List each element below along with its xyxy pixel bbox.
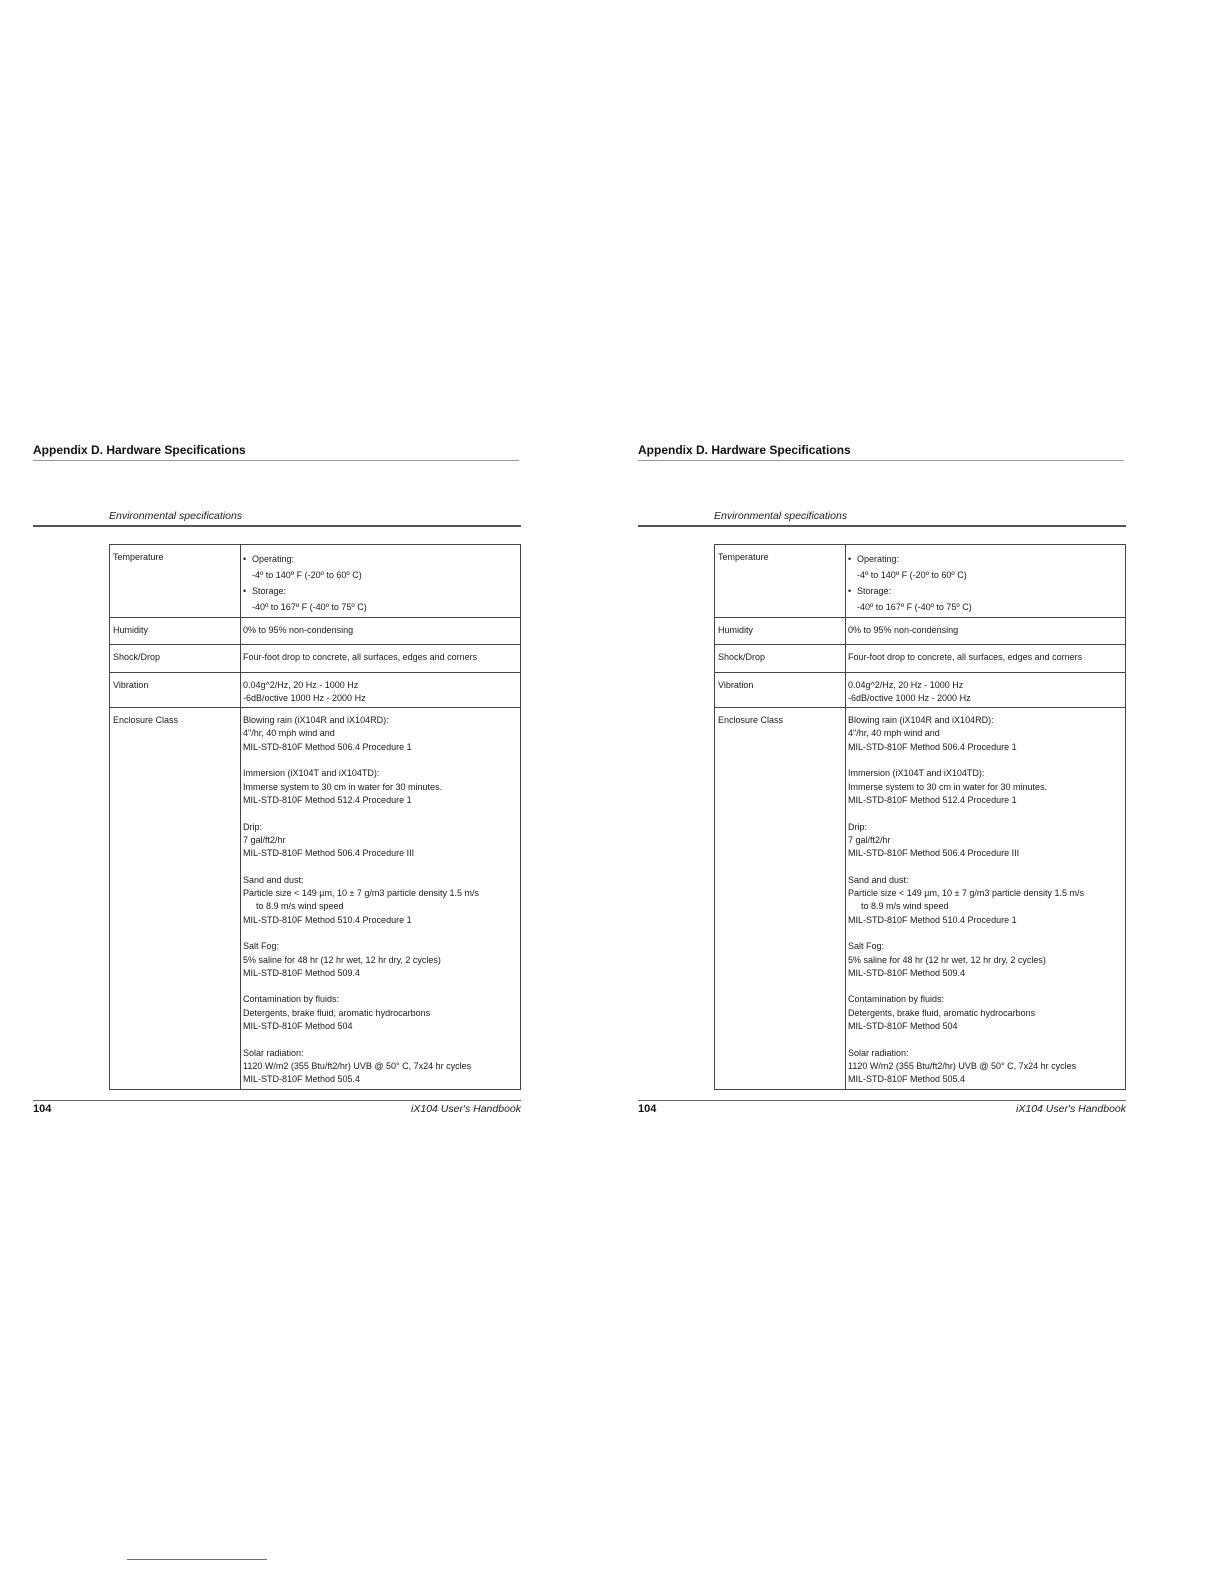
- table-row: [110, 545, 521, 618]
- operating-label: • Operating:: [848, 551, 1121, 567]
- operating-label: • Operating:: [243, 551, 516, 567]
- running-header: Appendix D. Hardware Specifications: [33, 443, 246, 457]
- rain-block: [243, 714, 516, 754]
- row-value: 0% to 95% non-condensing: [241, 618, 521, 645]
- stray-underline: [127, 1559, 267, 1560]
- row-value: Four-foot drop to concrete, all surfaces, edges and corners: [846, 645, 1126, 672]
- footer-divider: [33, 1100, 521, 1101]
- value-line: Immersion (iX104T and iX104TD):: [848, 768, 985, 779]
- sand-block: [848, 874, 1121, 927]
- table-row: [110, 645, 521, 672]
- rain-block: [848, 714, 1121, 754]
- book-title: iX104 User's Handbook: [1016, 1103, 1126, 1115]
- table-row: [715, 708, 1126, 1089]
- row-label: Shock/Drop: [110, 645, 241, 672]
- row-label: Humidity: [715, 618, 846, 645]
- value-line: 5% saline for 48 hr (12 hr wet, 12 hr dry, 2 cycles): [243, 954, 441, 965]
- page-number: 104: [638, 1103, 657, 1115]
- row-value: Four-foot drop to concrete, all surfaces, edges and corners: [241, 645, 521, 672]
- environmental-spec-table: [109, 544, 521, 1090]
- value-line: MIL-STD-810F Method 512.4 Procedure 1: [243, 794, 412, 805]
- value-line: 1120 W/m2 (355 Btu/ft2/hr) UVB @ 50° C, 7x24 hr cycles: [243, 1060, 472, 1071]
- value-line: Detergents, brake fluid, aromatic hydrocarbons: [848, 1007, 1036, 1018]
- page-number: 104: [33, 1103, 52, 1115]
- solar-block: [848, 1047, 1121, 1087]
- fluids-block: [243, 993, 516, 1033]
- value-line: 7 gal/ft2/hr: [848, 834, 891, 845]
- value-line: Solar radiation:: [243, 1047, 304, 1058]
- value-line: MIL-STD-810F Method 504: [243, 1021, 353, 1032]
- value-line: MIL-STD-810F Method 506.4 Procedure III: [243, 848, 415, 859]
- storage-value: -40º to 167º F (-40º to 75º C): [252, 602, 367, 612]
- table-row: [110, 672, 521, 708]
- row-label: Temperature: [110, 545, 241, 618]
- section-divider: [33, 525, 521, 527]
- table-row: [110, 708, 521, 1089]
- value-line: MIL-STD-810F Method 509.4: [848, 967, 966, 978]
- table-row: [715, 545, 1126, 618]
- value-line: 4"/hr, 40 mph wind and: [243, 728, 335, 739]
- running-header: Appendix D. Hardware Specifications: [638, 443, 851, 457]
- value-line: 0.04g^2/Hz, 20 Hz - 1000 Hz: [243, 679, 359, 690]
- footer-divider: [638, 1100, 1126, 1101]
- fluids-block: [848, 993, 1121, 1033]
- row-value: 0% to 95% non-condensing: [846, 618, 1126, 645]
- value-line: 7 gal/ft2/hr: [243, 834, 286, 845]
- value-line: Contamination by fluids:: [848, 994, 945, 1005]
- value-line: Salt Fog:: [243, 941, 280, 952]
- row-value: [846, 708, 1126, 1089]
- value-line: -6dB/octive 1000 Hz - 2000 Hz: [848, 692, 971, 703]
- row-label: Shock/Drop: [715, 645, 846, 672]
- value-line: MIL-STD-810F Method 504: [848, 1021, 958, 1032]
- row-label: Vibration: [715, 672, 846, 708]
- value-line: -6dB/octive 1000 Hz - 2000 Hz: [243, 692, 366, 703]
- row-value: [241, 672, 521, 708]
- drip-block: [243, 821, 516, 861]
- value-line: Immerse system to 30 cm in water for 30 minutes.: [848, 781, 1048, 792]
- value-line: Sand and dust:: [848, 874, 909, 885]
- sand-block: [243, 874, 516, 927]
- table-row: [715, 672, 1126, 708]
- row-label: Temperature: [715, 545, 846, 618]
- value-line: MIL-STD-810F Method 506.4 Procedure 1: [848, 741, 1017, 752]
- section-divider: [638, 525, 1126, 527]
- value-line: MIL-STD-810F Method 510.4 Procedure 1: [243, 914, 412, 925]
- salt-block: [848, 940, 1121, 980]
- value-line: MIL-STD-810F Method 512.4 Procedure 1: [848, 794, 1017, 805]
- left-page: [33, 0, 521, 1584]
- value-line: MIL-STD-810F Method 505.4: [848, 1074, 966, 1085]
- value-line: Particle size < 149 µm, 10 ± 7 g/m3 particle density 1.5 m/s: [848, 888, 1084, 899]
- storage-label: • Storage:: [848, 583, 1121, 599]
- table-row: [715, 618, 1126, 645]
- value-line: 5% saline for 48 hr (12 hr wet, 12 hr dry, 2 cycles): [848, 954, 1046, 965]
- row-label: Vibration: [110, 672, 241, 708]
- value-line: Drip:: [848, 821, 868, 832]
- value-line: MIL-STD-810F Method 509.4: [243, 967, 361, 978]
- storage-label: • Storage:: [243, 583, 516, 599]
- value-line: Contamination by fluids:: [243, 994, 340, 1005]
- row-value: [846, 672, 1126, 708]
- section-title: Environmental specifications: [109, 510, 243, 522]
- book-title: iX104 User's Handbook: [411, 1103, 521, 1115]
- value-line: to 8.9 m/s wind speed: [861, 901, 949, 912]
- value-line: Solar radiation:: [848, 1047, 909, 1058]
- immersion-block: [848, 767, 1121, 807]
- value-line: Immerse system to 30 cm in water for 30 minutes.: [243, 781, 443, 792]
- value-line: MIL-STD-810F Method 506.4 Procedure III: [848, 848, 1020, 859]
- value-line: Detergents, brake fluid, aromatic hydrocarbons: [243, 1007, 431, 1018]
- value-line: MIL-STD-810F Method 510.4 Procedure 1: [848, 914, 1017, 925]
- value-line: Blowing rain (iX104R and iX104RD):: [848, 715, 994, 726]
- value-line: Immersion (iX104T and iX104TD):: [243, 768, 380, 779]
- value-line: 4"/hr, 40 mph wind and: [848, 728, 940, 739]
- solar-block: [243, 1047, 516, 1087]
- value-line: Salt Fog:: [848, 941, 885, 952]
- value-line: to 8.9 m/s wind speed: [256, 901, 344, 912]
- row-label: Enclosure Class: [110, 708, 241, 1089]
- value-line: 0.04g^2/Hz, 20 Hz - 1000 Hz: [848, 679, 964, 690]
- row-label: Enclosure Class: [715, 708, 846, 1089]
- table-row: [715, 645, 1126, 672]
- row-label: Humidity: [110, 618, 241, 645]
- drip-block: [848, 821, 1121, 861]
- row-value: [241, 545, 521, 618]
- row-value: [846, 545, 1126, 618]
- storage-value: -40º to 167º F (-40º to 75º C): [857, 602, 972, 612]
- header-divider: [638, 460, 1124, 461]
- table-row: [110, 618, 521, 645]
- immersion-block: [243, 767, 516, 807]
- row-value: [241, 708, 521, 1089]
- value-line: MIL-STD-810F Method 506.4 Procedure 1: [243, 741, 412, 752]
- operating-value: -4º to 140º F (-20º to 60º C): [857, 570, 967, 580]
- value-line: Sand and dust:: [243, 874, 304, 885]
- header-divider: [33, 460, 519, 461]
- value-line: Blowing rain (iX104R and iX104RD):: [243, 715, 389, 726]
- operating-value: -4º to 140º F (-20º to 60º C): [252, 570, 362, 580]
- environmental-spec-table: [714, 544, 1126, 1090]
- value-line: MIL-STD-810F Method 505.4: [243, 1074, 361, 1085]
- salt-block: [243, 940, 516, 980]
- section-title: Environmental specifications: [714, 510, 848, 522]
- value-line: Drip:: [243, 821, 263, 832]
- right-page: [638, 0, 1126, 1584]
- value-line: Particle size < 149 µm, 10 ± 7 g/m3 particle density 1.5 m/s: [243, 888, 479, 899]
- value-line: 1120 W/m2 (355 Btu/ft2/hr) UVB @ 50° C, 7x24 hr cycles: [848, 1060, 1077, 1071]
